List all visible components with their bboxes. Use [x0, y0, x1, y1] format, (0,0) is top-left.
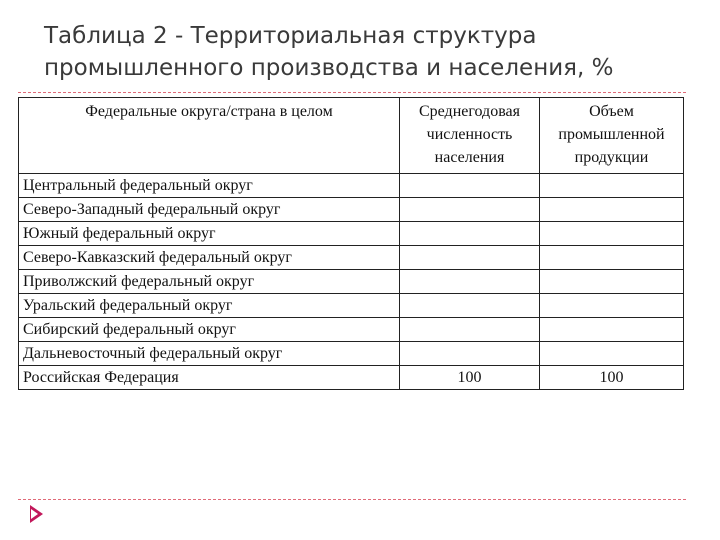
- table-row: [19, 246, 684, 270]
- header-population: Среднегодовая численность населения: [400, 98, 540, 174]
- region-cell: Северо-Западный федеральный округ: [19, 198, 400, 222]
- production-cell: [540, 222, 684, 246]
- population-cell: [400, 198, 540, 222]
- population-cell: [400, 270, 540, 294]
- production-cell: [540, 318, 684, 342]
- triangle-arrow-icon: [30, 505, 43, 523]
- population-cell: [400, 318, 540, 342]
- table-row: [19, 270, 684, 294]
- table-row: [19, 174, 684, 198]
- region-cell: Приволжский федеральный округ: [19, 270, 400, 294]
- region-cell: Северо-Кавказский федеральный округ: [19, 246, 400, 270]
- region-cell: Центральный федеральный округ: [19, 174, 400, 198]
- header-production: Объем промышленной продукции: [540, 98, 684, 174]
- production-cell: [540, 246, 684, 270]
- region-cell: Уральский федеральный округ: [19, 294, 400, 318]
- production-cell: [540, 174, 684, 198]
- population-cell: [400, 246, 540, 270]
- production-cell: [540, 342, 684, 366]
- top-divider: [18, 92, 686, 93]
- table-row: [19, 294, 684, 318]
- table-row: [19, 222, 684, 246]
- production-cell: [540, 198, 684, 222]
- table-row: [19, 342, 684, 366]
- region-cell: Сибирский федеральный округ: [19, 318, 400, 342]
- table-row-total: [19, 366, 684, 390]
- table-row: [19, 318, 684, 342]
- population-cell: 100: [400, 366, 540, 390]
- production-cell: 100: [540, 366, 684, 390]
- region-cell: Южный федеральный округ: [19, 222, 400, 246]
- slide-title-line-2: промышленного производства и населения, %: [44, 55, 614, 81]
- slide-title-line-1: Таблица 2 - Территориальная структура: [44, 23, 537, 49]
- production-cell: [540, 270, 684, 294]
- bottom-divider: [18, 499, 686, 500]
- region-cell: Российская Федерация: [19, 366, 400, 390]
- population-cell: [400, 174, 540, 198]
- population-cell: [400, 342, 540, 366]
- header-region: Федеральные округа/страна в целом: [19, 98, 400, 174]
- population-cell: [400, 294, 540, 318]
- table-container: [18, 97, 684, 390]
- table-row: [19, 198, 684, 222]
- population-cell: [400, 222, 540, 246]
- region-cell: Дальневосточный федеральный округ: [19, 342, 400, 366]
- structure-table: [18, 97, 684, 390]
- slide-title: [44, 20, 704, 84]
- production-cell: [540, 294, 684, 318]
- table-header-row: [19, 98, 684, 174]
